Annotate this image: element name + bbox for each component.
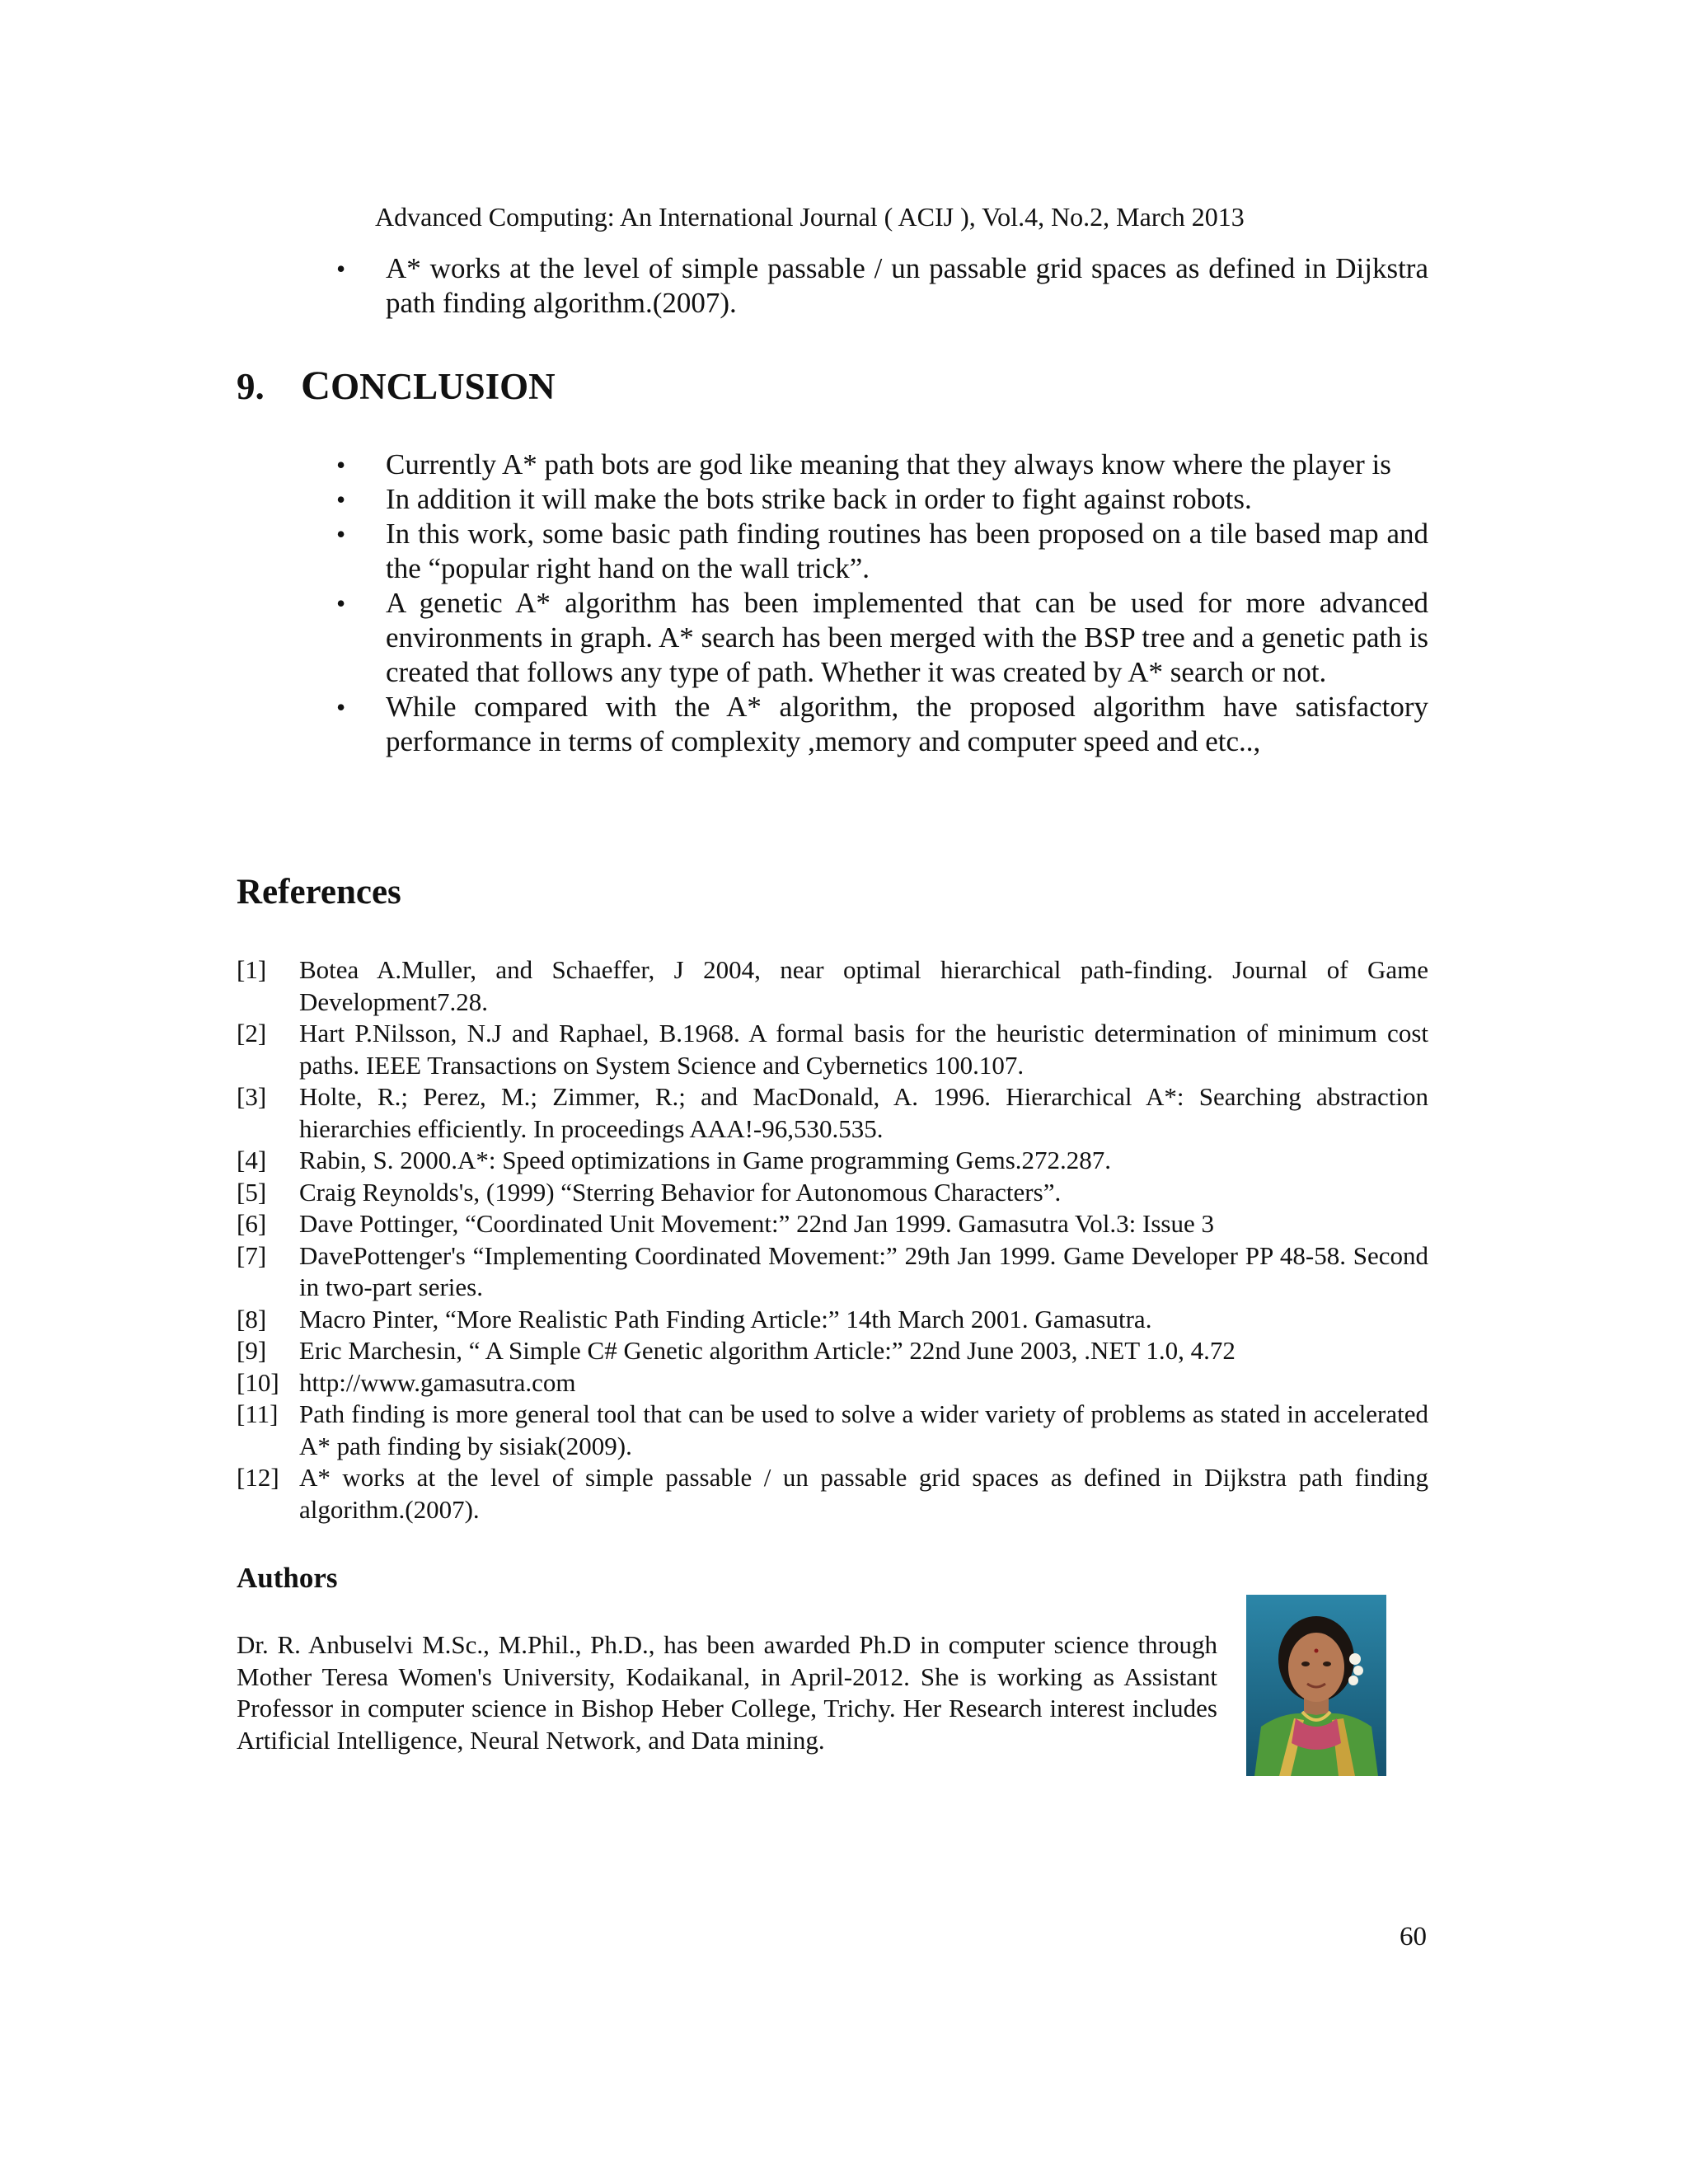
reference-item	[237, 1462, 1428, 1526]
author-photo	[1246, 1595, 1386, 1776]
top-bullet-list	[386, 251, 1428, 321]
reference-number: [3]	[237, 1082, 267, 1111]
references-heading: References	[237, 873, 401, 912]
reference-item	[237, 1367, 1428, 1399]
reference-item	[237, 1304, 1428, 1336]
reference-item	[237, 1081, 1428, 1145]
reference-text: Craig Reynolds's, (1999) “Sterring Behavior for Autonomous Characters”.	[299, 1177, 1062, 1207]
section-number: 9.	[237, 366, 265, 407]
author-bio: Dr. R. Anbuselvi M.Sc., M.Phil., Ph.D., has been awarded Ph.D in computer science through Mother Teresa Women's University, Kodaikanal, in April-2012. She is working as Assistant Professor in computer science in Bishop Heber College, Trichy. Her Research interest includes Artificial Intelligence, Neural Network, and Data mining.	[237, 1630, 1217, 1755]
reference-item	[237, 1018, 1428, 1081]
reference-number: [9]	[237, 1336, 267, 1365]
reference-item	[237, 1208, 1428, 1240]
bullet-item: • A genetic A* algorithm has been implemented that can be used for more advanced environments in graph. A* search has been merged with the BSP tree and a genetic path is created that follows any type of path. Whether it was created by A* search or not.	[386, 586, 1428, 690]
running-header: Advanced Computing: An International Journal ( ACIJ ), Vol.4, No.2, March 2013	[375, 202, 1245, 232]
conclusion-bullet-list	[386, 448, 1428, 759]
authors-heading: Authors	[237, 1562, 338, 1594]
section-title-rest: ONCLUSION	[331, 366, 556, 407]
author-portrait-image	[1246, 1595, 1386, 1776]
reference-number: [4]	[237, 1146, 267, 1174]
reference-text: DavePottenger's “Implementing Coordinated Movement:” 29th Jan 1999. Game Developer PP 48-58. Second in two-part series.	[299, 1240, 1428, 1301]
reference-text: Holte, R.; Perez, M.; Zimmer, R.; and MacDonald, A. 1996. Hierarchical A*: Searching abstraction hierarchies efficiently. In proceedings AAA!-96,530.535.	[299, 1082, 1428, 1143]
reference-item	[237, 1240, 1428, 1304]
reference-item	[237, 954, 1428, 1018]
reference-item	[237, 1177, 1428, 1209]
reference-text: A* works at the level of simple passable / un passable grid spaces as defined in Dijkstra path finding algorithm.(2007).	[299, 1463, 1428, 1524]
reference-text: Hart P.Nilsson, N.J and Raphael, B.1968. A formal basis for the heuristic determination of minimum cost paths. IEEE Transactions on System Science and Cybernetics 100.107.	[299, 1019, 1428, 1080]
reference-text: Path finding is more general tool that can be used to solve a wider variety of problems as stated in accelerated A* path finding by sisiak(2009).	[299, 1399, 1428, 1460]
reference-number: [7]	[237, 1240, 267, 1270]
reference-text: Macro Pinter, “More Realistic Path Finding Article:” 14th March 2001. Gamasutra.	[299, 1304, 1152, 1333]
bullet-item: • A* works at the level of simple passable / un passable grid spaces as defined in Dijkstra path finding algorithm.(2007).	[386, 251, 1428, 321]
bullet-item: • In this work, some basic path finding routines has been proposed on a tile based map and the “popular right hand on the wall trick”.	[386, 517, 1428, 586]
reference-text: Dave Pottinger, “Coordinated Unit Movement:” 22nd Jan 1999. Gamasutra Vol.3: Issue 3	[299, 1209, 1214, 1238]
reference-item	[237, 1145, 1428, 1177]
bullet-item: • In addition it will make the bots strike back in order to fight against robots.	[386, 482, 1428, 517]
bullet-item: • Currently A* path bots are god like meaning that they always know where the player is	[386, 448, 1428, 482]
reference-number: [5]	[237, 1177, 267, 1207]
reference-number: [6]	[237, 1209, 267, 1238]
page-number: 60	[1400, 1922, 1427, 1952]
reference-list	[237, 954, 1428, 1526]
reference-number: [12]	[237, 1463, 279, 1492]
reference-text: http://www.gamasutra.com	[299, 1367, 576, 1397]
section-heading-conclusion	[237, 363, 556, 409]
bullet-item: • While compared with the A* algorithm, the proposed algorithm have satisfactory performance in terms of complexity ,memory and computer speed and etc..,	[386, 690, 1428, 759]
reference-number: [1]	[237, 955, 267, 984]
reference-number: [10]	[237, 1367, 279, 1397]
reference-text: Botea A.Muller, and Schaeffer, J 2004, near optimal hierarchical path-finding. Journal of Game Development7.28.	[299, 955, 1428, 1016]
reference-item	[237, 1399, 1428, 1462]
reference-number: [8]	[237, 1304, 267, 1333]
reference-text: Eric Marchesin, “ A Simple C# Genetic algorithm Article:” 22nd June 2003, .NET 1.0, 4.72	[299, 1336, 1236, 1365]
reference-item	[237, 1335, 1428, 1367]
reference-number: [2]	[237, 1019, 267, 1047]
reference-number: [11]	[237, 1399, 279, 1428]
reference-text: Rabin, S. 2000.A*: Speed optimizations in Game programming Gems.272.287.	[299, 1146, 1112, 1174]
section-title-initial: C	[301, 362, 331, 408]
